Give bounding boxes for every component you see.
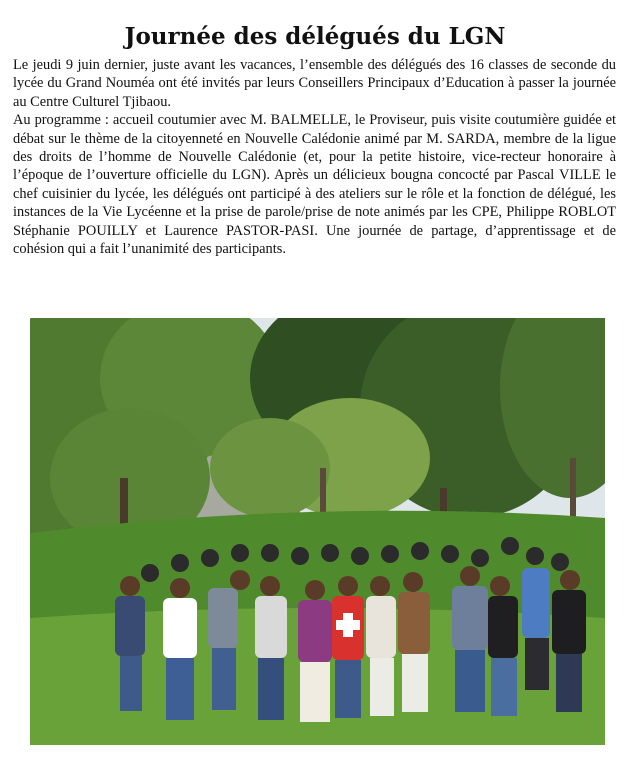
article-paragraph: Au programme : accueil coutumier avec M. BALMELLE, le Proviseur, puis visite coutumière guidée et débat sur le thème de la citoyenneté en Nouvelle Calédonie animé par M. SARDA, membre de la ligue des droits de l’homme de Nouvelle Calédonie (et, pour la petite histoire, vice-recteur honoraire à l’époque de l’ouverture officielle du LGN). Après un délicieux bougna concocté par Pascal VILLE le chef cuisinier du lycée, les délégués ont participé à des ateliers sur le rôle et la fonction de délégué, les instances de la Vie Lycéenne et la prise de parole/prise de note animés par les CPE, Philippe ROBLOT Stéphanie POUILLY et Laurence PASTOR-PASI. Une journée de partage, d’apprentissage et de cohésion qui a fait l’unanimité des participants. [13,112,616,258]
article-paragraph: Le jeudi 9 juin dernier, juste avant les vacances, l’ensemble des délégués des 16 classes de seconde du lycée du Grand Nouméa ont été invités par leurs Conseillers Principaux d’Education à passer la journée au Centre Culturel Tjibaou. [13,57,616,110]
group-photo-illustration [30,318,605,745]
article-body [13,56,616,258]
group-photo [30,318,605,745]
article-title: Journée des délégués du LGN [124,23,506,51]
